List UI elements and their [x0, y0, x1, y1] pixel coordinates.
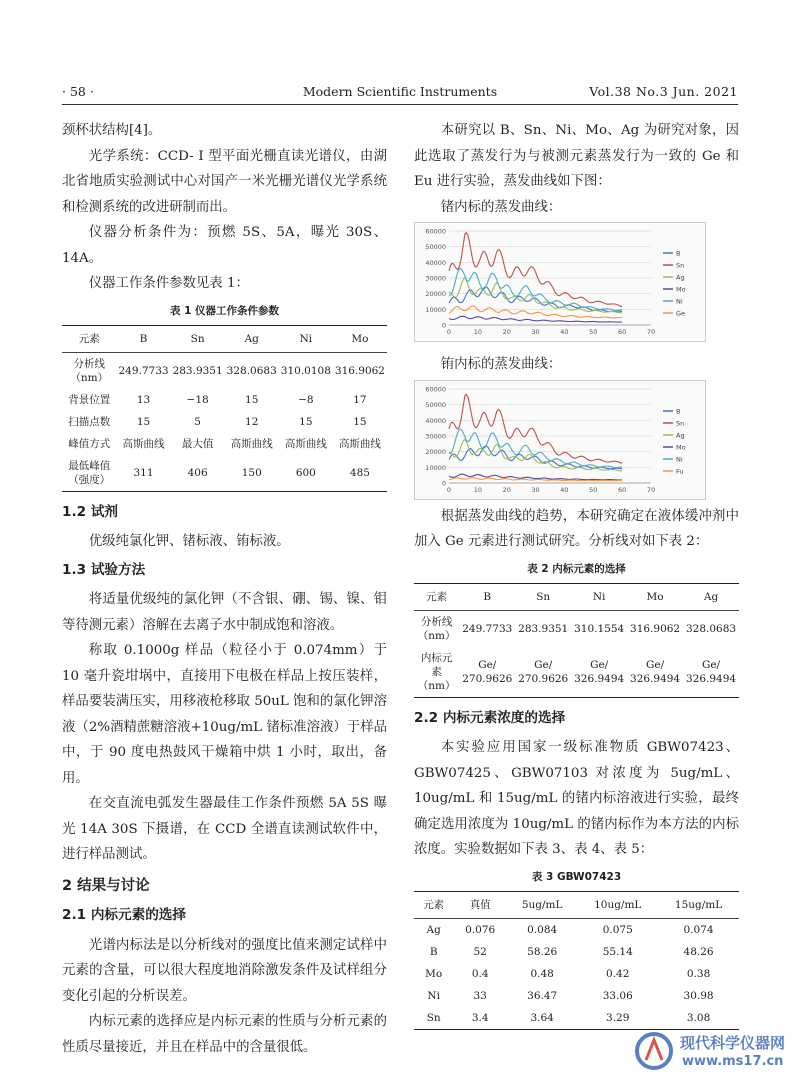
- table-cell: 55.14: [602, 945, 633, 958]
- y-tick-label: 30000: [425, 274, 446, 283]
- table-caption: 表 3 GBW07423: [531, 870, 622, 883]
- table-cell: 15: [353, 415, 367, 428]
- legend-label: Mo: [676, 443, 686, 451]
- table-header-row: [414, 583, 739, 610]
- y-tick-label: 40000: [425, 258, 446, 267]
- paragraph: 光学系统：CCD- I 型平面光栅直读光谱仪，由湖北省地质实验测试中心对国产一米光栅光谱仪光学系统和检测系统的改进研制而出。: [62, 148, 387, 215]
- table-header: B: [116, 325, 170, 352]
- table-header-row: [62, 325, 387, 352]
- table-cell: 分析线（nm）: [417, 615, 456, 642]
- x-tick-label: 40: [560, 328, 569, 336]
- x-tick-label: 20: [502, 328, 511, 336]
- table-cell: 3.4: [471, 1011, 489, 1024]
- table-header: Mo: [333, 325, 387, 352]
- paragraph: 优级纯氯化钾、锗标液、铕标液。: [88, 534, 290, 549]
- chart-ge-evaporation: [414, 222, 706, 342]
- x-tick-label: 70: [646, 485, 656, 494]
- x-tick-label: 50: [589, 328, 598, 336]
- x-tick-label: 10: [473, 485, 482, 494]
- table-row: [62, 433, 387, 455]
- table-header: Sn: [515, 583, 571, 610]
- section-heading: 1.2 试剂: [62, 503, 119, 520]
- table-row: [414, 918, 739, 941]
- table-cell: 扫描点数: [68, 415, 111, 428]
- table-row: [414, 941, 739, 963]
- paragraph: 称取 0.1000g 样品（粒径小于 0.074mm）于 10 毫升瓷坩埚中，直接用下电极在样品上按压装样，样品要装满压实，用移液枪移取 50uL 饱和的氯化钾溶液（2%酒精蔗糖溶液+10ug/mL 锗标准溶液）于样品中，于 90 度电热鼓风干燥箱中烘 1 小时，取出，备用。: [62, 643, 387, 786]
- x-tick-label: 0: [446, 328, 452, 336]
- table-cell: 328.0683: [226, 364, 277, 377]
- paragraph: 光谱内标法是以分析线对的强度比值来测定试样中元素的含量，可以很大程度地消除激发条件及试样组分变化引起的分析误差。: [62, 937, 387, 1004]
- table-cell: 高斯曲线: [122, 437, 165, 450]
- table-cell: 0.48: [530, 967, 554, 980]
- table-cell: 48.26: [683, 945, 714, 958]
- table-cell: 33: [473, 989, 487, 1002]
- table-cell: 249.7733: [462, 622, 513, 635]
- table-row: [414, 610, 739, 647]
- paragraph: 仪器分析条件为：预燃 5S、5A，曝光 30S、14A。: [62, 225, 387, 266]
- x-tick-label: 40: [560, 485, 569, 494]
- table-row: [62, 411, 387, 433]
- table-row: [414, 1007, 739, 1030]
- table-header: 5ug/mL: [507, 891, 577, 918]
- paragraph: 在交直流电弧发生器最佳工作条件预燃 5A 5S 曝光 14A 30S 下摄谱，在 CCD 全谱直读测试软件中，进行样品测试。: [62, 796, 387, 862]
- right-column: [414, 118, 739, 1030]
- table-cell: 高斯曲线: [230, 437, 273, 450]
- table-cell: 15: [136, 415, 151, 428]
- series-line: [449, 446, 622, 469]
- table-cell: Ge/ 326.9494: [574, 658, 625, 685]
- y-tick-label: 20000: [425, 447, 446, 456]
- table-cell: 内标元素（nm）: [417, 651, 456, 692]
- table-cell: 12: [245, 415, 259, 428]
- table-header: 10ug/mL: [577, 891, 658, 918]
- x-tick-label: 50: [589, 485, 598, 494]
- table-header: Sn: [171, 325, 225, 352]
- table-cell: 316.9062: [630, 622, 681, 635]
- chart-svg: [415, 381, 705, 499]
- table-cell: 316.9062: [334, 364, 385, 377]
- y-tick-label: 30000: [425, 432, 446, 440]
- x-tick-label: 0: [446, 485, 452, 494]
- y-tick-label: 60000: [425, 385, 446, 393]
- legend-label: B: [676, 407, 681, 415]
- legend-label: Sn: [676, 261, 685, 270]
- table-cell: Sn: [426, 1011, 441, 1024]
- table-header: Mo: [627, 583, 683, 610]
- chart-caption: 铕内标的蒸发曲线：: [440, 357, 562, 372]
- table-cell: 0.075: [602, 923, 633, 936]
- section-heading: 2.2 内标元素浓度的选择: [414, 709, 566, 726]
- table-cell: Ag: [426, 923, 441, 936]
- y-tick-label: 10000: [425, 463, 446, 472]
- page-number: · 58 ·: [62, 84, 94, 99]
- left-column: [62, 118, 387, 1060]
- table-row: [414, 985, 739, 1007]
- section-heading: 2.1 内标元素的选择: [62, 907, 186, 923]
- chart-eu-evaporation: [414, 380, 706, 500]
- table-header: Ni: [279, 325, 333, 352]
- table-header: 元素: [414, 891, 453, 918]
- y-tick-label: 20000: [425, 290, 446, 299]
- volume-info: Vol.38 No.3 Jun. 2021: [589, 84, 738, 99]
- journal-title: Modern Scientific Instruments: [302, 84, 498, 99]
- table-cell: 600: [295, 466, 316, 479]
- table-row: [414, 647, 739, 698]
- table-header: Ag: [225, 325, 279, 352]
- series-line: [449, 306, 622, 318]
- table-cell: 5: [194, 415, 201, 428]
- table-cell: 0.074: [683, 923, 714, 936]
- y-tick-label: 10000: [425, 305, 446, 314]
- x-tick-label: 70: [646, 328, 656, 336]
- y-tick-label: 0: [441, 479, 446, 487]
- table-cell: 15: [245, 393, 259, 406]
- site-logo-icon: [632, 1030, 676, 1072]
- table-caption: 表 2 内标元素的选择: [527, 562, 626, 575]
- table-cell: 17: [353, 393, 367, 406]
- table-cell: Ni: [427, 989, 440, 1002]
- table-cell: 0.4: [471, 967, 489, 980]
- legend-label: Ge: [676, 309, 686, 318]
- series-line: [449, 268, 622, 310]
- table-cell: 283.9351: [172, 364, 223, 377]
- chart-caption: 锗内标的蒸发曲线：: [440, 199, 562, 215]
- section-heading: 2 结果与讨论: [62, 877, 150, 894]
- table-cell: 150: [241, 466, 262, 479]
- section-heading: 1.3 试验方法: [62, 561, 146, 578]
- table-cell: 485: [349, 466, 370, 479]
- legend-label: Fu: [676, 467, 684, 475]
- table-cell: 58.26: [527, 945, 558, 958]
- x-tick-label: 60: [618, 328, 627, 336]
- table-cell: 3.29: [606, 1011, 630, 1024]
- table-header: 真值: [453, 891, 507, 918]
- table-cell: 30.98: [683, 989, 714, 1002]
- table-cell: 峰值方式: [68, 437, 111, 450]
- table-cell: 0.084: [527, 923, 558, 936]
- table-cell: 406: [187, 466, 208, 479]
- header-rule: [62, 104, 738, 105]
- table-cell: 0.38: [686, 967, 711, 980]
- x-tick-label: 20: [502, 485, 511, 494]
- table-cell: Ge/ 326.9494: [630, 658, 681, 685]
- table-cell: 33.06: [602, 989, 633, 1002]
- table-header: 15ug/mL: [658, 891, 739, 918]
- site-watermark: [632, 1030, 792, 1072]
- table-cell: 249.7733: [118, 364, 169, 377]
- paragraph: 本实验应用国家一级标准物质 GBW07423、GBW07425、GBW07103 对浓度为 5ug/mL、10ug/mL 和 15ug/mL 的锗内标溶液进行实验，最终确定选用浓度为 10ug/mL 的锗内标作为本方法的内标浓度。实验数据如下表 3、表 4、表 5：: [414, 740, 739, 857]
- table-cell: 310.1554: [574, 622, 625, 635]
- series-line: [449, 474, 622, 480]
- paragraph: 内标元素的选择应是内标元素的性质与分析元素的性质尽量接近，并且在样品中的含量很低。: [62, 1014, 387, 1055]
- legend-label: Ni: [676, 455, 683, 463]
- y-tick-label: 50000: [425, 400, 446, 409]
- table-cell: 283.9351: [518, 622, 569, 635]
- legend-label: Sn: [676, 419, 685, 427]
- paragraph: 仪器工作条件参数见表 1：: [88, 276, 249, 291]
- table-cell: 最大值: [181, 437, 214, 450]
- table-header: 元素: [414, 583, 459, 610]
- table-cell: 高斯曲线: [338, 437, 381, 450]
- table-cell: 3.64: [530, 1011, 554, 1024]
- table-header: Ni: [571, 583, 627, 610]
- table-row: [62, 352, 387, 389]
- legend-label: B: [676, 249, 681, 258]
- table-cell: Ge/ 270.9626: [462, 658, 513, 685]
- table-row: [62, 389, 387, 411]
- y-tick-label: 60000: [425, 227, 446, 236]
- watermark-url: www.ms17.cn: [682, 1054, 784, 1069]
- table-cell: Ge/ 326.9494: [685, 658, 737, 685]
- table-row: [414, 963, 739, 985]
- table-cell: 高斯曲线: [284, 437, 327, 450]
- x-tick-label: 60: [618, 485, 627, 494]
- series-line: [449, 429, 622, 468]
- table-row: [62, 455, 387, 492]
- table-header: Ag: [683, 583, 739, 610]
- legend-label: Mo: [676, 285, 686, 294]
- watermark-title: 现代科学仪器网: [680, 1034, 786, 1052]
- y-tick-label: 40000: [425, 416, 446, 425]
- table-cell: 328.0683: [685, 622, 737, 635]
- table-cell: 311: [133, 466, 154, 479]
- x-tick-label: 30: [531, 485, 540, 494]
- table-1: [62, 325, 387, 492]
- table-cell: 3.08: [686, 1011, 711, 1024]
- table-cell: 背景位置: [68, 393, 111, 406]
- table-header: B: [459, 583, 515, 610]
- x-tick-label: 10: [473, 328, 482, 336]
- paragraph: 本研究以 B、Sn、Ni、Mo、Ag 为研究对象，因此选取了蒸发行为与被测元素蒸发行为一致的 Ge 和 Eu 进行实验，蒸发曲线如下图：: [414, 123, 739, 189]
- table-cell: −8: [298, 393, 314, 406]
- y-tick-label: 50000: [425, 243, 446, 252]
- x-tick-label: 30: [531, 328, 540, 336]
- legend-label: Ag: [676, 273, 685, 282]
- table-cell: 15: [299, 415, 313, 428]
- table-cell: 最低峰值（强度）: [68, 459, 111, 486]
- table-cell: 0.42: [606, 967, 630, 980]
- table-cell: 310.0108: [280, 364, 331, 377]
- running-header: [62, 84, 738, 104]
- table-cell: Mo: [425, 967, 443, 980]
- y-tick-label: 0: [441, 321, 446, 330]
- series-line: [449, 287, 622, 312]
- paragraph: 根据蒸发曲线的趋势，本研究确定在液体缓冲剂中加入 Ge 元素进行测试研究。分析线对如下表 2：: [414, 508, 739, 549]
- paragraph: 颈杯状结构[4]。: [62, 123, 162, 138]
- table-cell: 52: [473, 945, 487, 958]
- table-3: [414, 891, 739, 1030]
- table-2: [414, 583, 739, 698]
- table-cell: −18: [186, 393, 209, 406]
- paragraph: 将适量优级纯的氯化钾（不含银、硼、锡、镍、钼等待测元素）溶解在去离子水中制成饱和溶液。: [62, 592, 387, 633]
- table-cell: 36.47: [527, 989, 558, 1002]
- table-cell: 13: [136, 393, 151, 406]
- table-cell: 分析线（nm）: [70, 357, 109, 384]
- table-cell: Ge/ 270.9626: [518, 658, 569, 685]
- legend-label: Ni: [676, 297, 683, 306]
- table-cell: 0.076: [465, 923, 496, 936]
- table-header-row: [414, 891, 739, 918]
- legend-label: Ag: [676, 431, 685, 439]
- table-caption: 表 1 仪器工作条件参数: [169, 304, 280, 317]
- table-header: 元素: [62, 325, 116, 352]
- chart-svg: [415, 223, 705, 341]
- table-cell: B: [429, 945, 438, 958]
